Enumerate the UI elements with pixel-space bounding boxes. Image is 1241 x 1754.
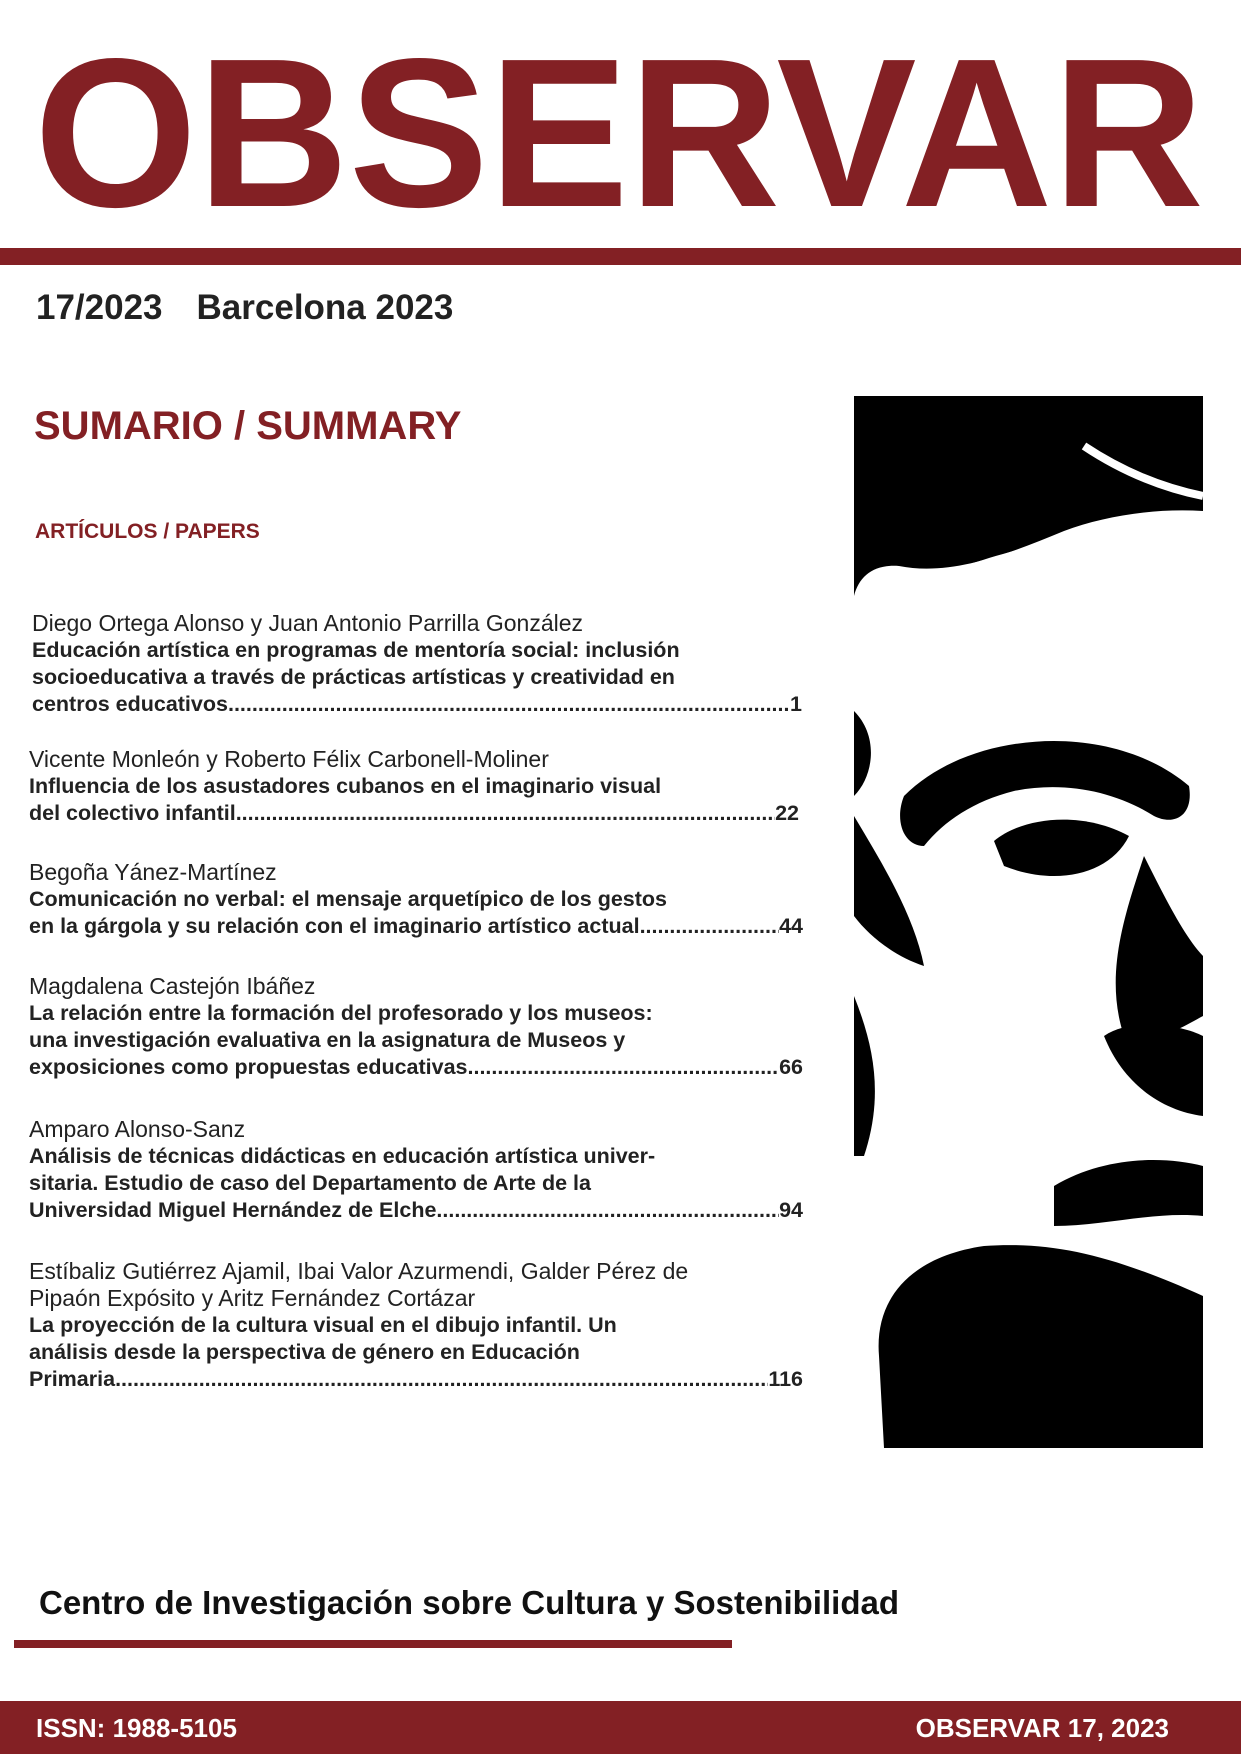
- entry-authors: Diego Ortega Alonso y Juan Antonio Parrilla González: [32, 610, 584, 636]
- entry-page-number: 66: [779, 1055, 803, 1079]
- toc-entry[interactable]: [29, 1116, 803, 1224]
- toc-entry[interactable]: [29, 1258, 803, 1393]
- issn: ISSN: 1988-5105: [36, 1713, 237, 1743]
- toc-entry[interactable]: [29, 973, 803, 1081]
- place-year: Barcelona 2023: [196, 288, 454, 327]
- toc-entry[interactable]: [29, 859, 803, 940]
- entry-authors: Begoña Yánez-Martínez: [29, 859, 277, 885]
- leader-dots: [436, 1197, 779, 1224]
- header-rule: [0, 248, 1241, 265]
- entry-page-number: 116: [768, 1367, 803, 1391]
- entry-authors-cont: Pipaón Expósito y Aritz Fernández Cortázar: [29, 1285, 476, 1311]
- footer-rule: [14, 1640, 732, 1648]
- toc-entry[interactable]: [29, 746, 799, 827]
- portrait-image: [854, 396, 1203, 1448]
- leader-dots: [115, 1366, 768, 1393]
- entry-title-last: [29, 913, 803, 940]
- logo-text: OBSERVAR: [34, 30, 1204, 230]
- entry-authors: Amparo Alonso-Sanz: [29, 1116, 246, 1142]
- entry-authors: Estíbaliz Gutiérrez Ajamil, Ibai Valor Azurmendi, Galder Pérez de: [29, 1258, 689, 1284]
- entry-title-end: centros educativos: [32, 692, 228, 716]
- entry-title-last: [29, 800, 799, 827]
- issue-line: [36, 288, 453, 328]
- entry-title-line: Influencia de los asustadores cubanos en el imaginario visual: [29, 774, 662, 798]
- toc-entry[interactable]: [32, 610, 802, 718]
- journal-logo: [34, 30, 1204, 230]
- leader-dots: [228, 691, 790, 718]
- entry-title-end: exposiciones como propuestas educativas: [29, 1055, 468, 1079]
- entry-authors: Magdalena Castejón Ibáñez: [29, 973, 316, 999]
- issue-number: 17/2023: [36, 288, 163, 327]
- entry-title-line: sitaria. Estudio de caso del Departamento de Arte de la: [29, 1171, 591, 1195]
- portrait-graphic: [854, 396, 1203, 1448]
- entry-title-line: La proyección de la cultura visual en el dibujo infantil. Un: [29, 1313, 617, 1337]
- leader-dots: [236, 800, 775, 827]
- entry-title-last: [29, 1054, 803, 1081]
- leader-dots: [468, 1054, 780, 1081]
- leader-dots: [640, 913, 780, 940]
- entry-page-number: 94: [779, 1198, 803, 1222]
- logo-graphic: [34, 30, 1204, 230]
- entry-title-last: [29, 1366, 803, 1393]
- entry-authors: Vicente Monleón y Roberto Félix Carbonell-Moliner: [29, 746, 549, 772]
- research-center-name: Centro de Investigación sobre Cultura y Sostenibilidad: [39, 1584, 899, 1621]
- entry-title-end: Universidad Miguel Hernández de Elche: [29, 1198, 437, 1222]
- entry-title-end: en la gárgola y su relación con el imaginario artístico actual: [29, 914, 640, 938]
- entry-page-number: 1: [790, 692, 802, 716]
- entry-title-line: Análisis de técnicas didácticas en educación artística univer-: [29, 1144, 656, 1168]
- entry-page-number: 22: [775, 801, 799, 825]
- entry-title-line: Comunicación no verbal: el mensaje arquetípico de los gestos: [29, 887, 667, 911]
- journal-issue: OBSERVAR 17, 2023: [915, 1713, 1169, 1743]
- page-title: SUMARIO / SUMMARY: [34, 404, 462, 448]
- entry-title-end: Primaria: [29, 1367, 116, 1391]
- entry-page-number: 44: [779, 914, 803, 938]
- entry-title-line: socioeducativa a través de prácticas artísticas y creatividad en: [32, 665, 675, 689]
- entry-title-end: del colectivo infantil: [29, 801, 236, 825]
- entry-title-line: análisis desde la perspectiva de género en Educación: [29, 1340, 580, 1364]
- entry-title-line: Educación artística en programas de mentoría social: inclusión: [32, 638, 680, 662]
- section-heading: ARTÍCULOS / PAPERS: [35, 520, 260, 543]
- entry-title-line: una investigación evaluativa en la asignatura de Museos y: [29, 1028, 626, 1052]
- entry-title-line: La relación entre la formación del profesorado y los museos:: [29, 1001, 653, 1025]
- entry-title-last: [29, 1197, 803, 1224]
- footer-bar: [0, 1701, 1241, 1754]
- entry-title-last: [32, 691, 802, 718]
